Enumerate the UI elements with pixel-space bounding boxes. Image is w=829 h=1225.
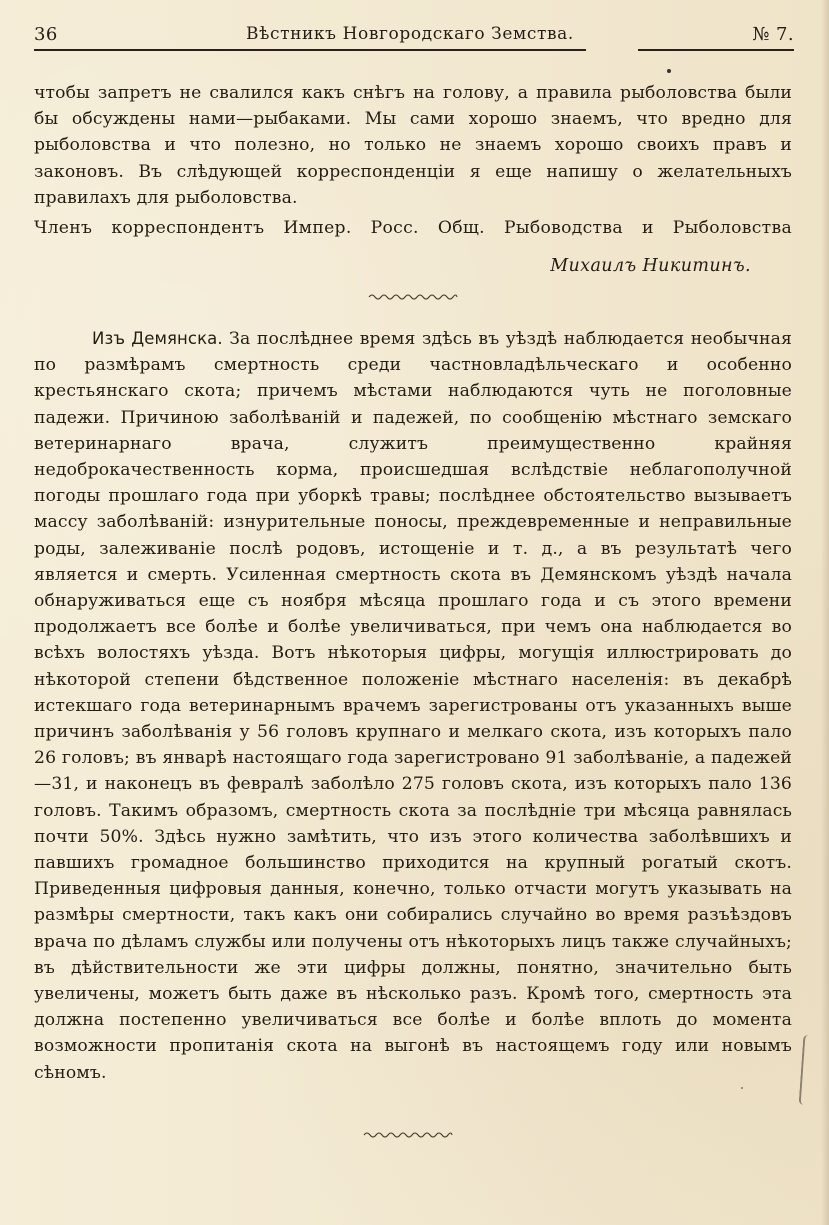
- author-membership: Членъ корреспондентъ Импер. Росс. Общ. Рыбоводства и Рыболовства: [34, 218, 792, 238]
- page-number: 36: [34, 24, 58, 45]
- header-rule-middle: [221, 49, 586, 51]
- fishing-paragraph: чтобы запретъ не свалился какъ снѣгъ на голову, а правила рыболовства были бы обсуждены нами—рыбаками. Мы сами хорошо знаемъ, что вредно для рыболовства и что полезно, но только не знаемъ хорошо своихъ правъ и законовъ. Въ слѣдующей корреспонденціи я еще напишу о желательныхъ правилахъ для рыболовства.: [34, 83, 792, 208]
- wave-ornament-icon: [367, 292, 459, 302]
- ink-dot: [667, 69, 671, 73]
- header-rule-right: [638, 49, 794, 51]
- wave-ornament-icon: [362, 1130, 454, 1140]
- section-divider-ornament: [367, 292, 459, 302]
- ink-dot: [741, 1087, 743, 1089]
- page-edge-shadow: [821, 0, 829, 1225]
- article-place-heading: Изъ Демянска.: [92, 329, 223, 348]
- running-header: [34, 22, 794, 52]
- pencil-margin-mark: [799, 1035, 814, 1106]
- issue-number: № 7.: [752, 24, 794, 45]
- end-divider-ornament: [362, 1130, 454, 1140]
- journal-title: Вѣстникъ Новгородскаго Земства.: [246, 24, 574, 44]
- article-fishing-ending: [34, 80, 792, 211]
- author-signature: Михаилъ Никитинъ.: [550, 256, 751, 276]
- header-rule-left: [34, 49, 221, 51]
- demyansk-paragraph: За послѣднее время здѣсь въ уѣздѣ наблюдается необычная по размѣрамъ смертность среди частновладѣльческаго и особенно крестьянскаго скота; причемъ мѣстами наблюдаются чуть не поголовные падежи. Причиною заболѣваній и падежей, по сообщенію мѣстнаго земскаго ветеринарнаго врача, служитъ преимущественно крайняя недоброкачественность корма, происшедшая вслѣдствіе неблагополучной погоды прошлаго года при уборкѣ травы; послѣднее обстоятельство вызываетъ массу заболѣваній: изнурительные поносы, преждевременные и неправильные роды, залеживаніе послѣ родовъ, истощеніе и т. д., а въ результатѣ чего является и смерть. Усиленная смертность скота въ Демянскомъ уѣздѣ начала обнаруживаться еще съ ноября мѣсяца прошлаго года и съ этого времени продолжаетъ все болѣе и болѣе увеличиваться, при чемъ она наблюдается во всѣхъ волостяхъ уѣзда. Вотъ нѣкоторыя цифры, могущія иллюстрировать до нѣкоторой степени бѣдственное положеніе мѣстнаго населенія: въ декабрѣ истекшаго года ветеринарнымъ врачемъ зарегистрованы отъ указанныхъ выше причинъ заболѣванія у 56 головъ крупнаго и мелкаго скота, изъ которыхъ пало 26 головъ; въ январѣ настоящаго года зарегистровано 91 заболѣваніе, а падежей—31, и наконецъ въ февралѣ заболѣло 275 головъ скота, изъ которыхъ пало 136 головъ. Такимъ образомъ, смертность скота за послѣдніе три мѣсяца равнялась почти 50%. Здѣсь нужно замѣтить, что изъ этого количества заболѣвшихъ и павшихъ громадное большинство приходится на крупный рогатый скотъ. Приведенныя цифровыя данныя, конечно, только отчасти могутъ указывать на размѣры смертности, такъ какъ они собирались случайно во время разъѣздовъ врача по дѣламъ службы или получены отъ нѣкоторыхъ лицъ также случайныхъ; въ дѣйствительности же эти цифры должны, понятно, значительно быть увеличены, можетъ быть даже въ нѣсколько разъ. Кромѣ того, смертность эта должна постепенно увеличиваться все болѣе и болѣе вплоть до момента возможности пропитанія скота на выгонѣ въ настоящемъ году или новымъ сѣномъ.: [34, 329, 792, 1083]
- article-demyansk: [34, 326, 792, 1086]
